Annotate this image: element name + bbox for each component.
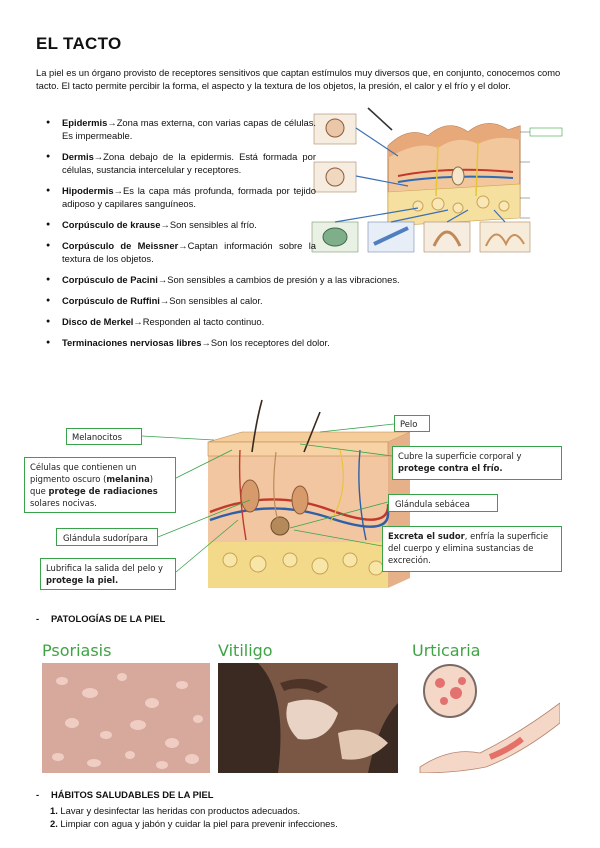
urticaria-photo bbox=[410, 663, 560, 773]
label-glandula-sebacea: Glándula sebácea bbox=[388, 494, 498, 512]
list-item: ● Terminaciones nerviosas libres→Son los receptores del dolor. bbox=[40, 336, 400, 349]
list-item: ● Corpúsculo de Ruffini→Son sensibles al calor. bbox=[40, 294, 400, 307]
list-item: ● Corpúsculo de Pacini→Son sensibles a cambios de presión y a las vibraciones. bbox=[40, 273, 400, 286]
label-glandula-sudoripara: Glándula sudorípara bbox=[56, 528, 158, 546]
label-pelo: Pelo bbox=[394, 415, 430, 432]
list-item: ● Epidermis→Zona mas externa, con varias capas de células. Es impermeable. bbox=[40, 116, 316, 142]
habits-heading: - HÁBITOS SALUDABLES DE LA PIEL bbox=[36, 789, 214, 800]
list-item: ● Corpúsculo de krause→Son sensibles al frío. bbox=[40, 218, 316, 231]
page-title: EL TACTO bbox=[36, 34, 122, 53]
vitiligo-title: Vitiligo bbox=[218, 641, 273, 660]
list-item: ● Dermis→Zona debajo de la epidermis. Está formada por células, sustancia intercelular y receptores. bbox=[40, 150, 316, 176]
list-item: 2. Limpiar con agua y jabón y cuidar la piel para prevenir infecciones. bbox=[50, 818, 338, 829]
list-item: ● Corpúsculo de Meissner→Captan información sobre la textura de los objetos. bbox=[40, 239, 316, 265]
label-melanocitos: Melanocitos bbox=[66, 428, 142, 445]
label-celulas-melanina: Células que contienen un pigmento oscuro (melanina) que protege de radiaciones solares nocivas. bbox=[24, 457, 176, 513]
urticaria-title: Urticaria bbox=[412, 641, 481, 660]
label-sebo-funcion: Lubrifica la salida del pelo y protege la piel. bbox=[40, 558, 176, 590]
psoriasis-photo bbox=[42, 663, 210, 773]
intro-paragraph: La piel es un órgano provisto de receptores sensitivos que captan estímulos muy diversos que, en conjunto, conocemos como tacto. El tacto permite percibir la forma, el aspecto y la textura de los objetos, la presión, el calor y el frío y el dolor. bbox=[36, 67, 561, 92]
pathologies-heading: - PATOLOGÍAS DE LA PIEL bbox=[36, 613, 166, 624]
list-item: ● Disco de Merkel→Responden al tacto continuo. bbox=[40, 315, 400, 328]
vitiligo-photo bbox=[218, 663, 398, 773]
label-pelo-funcion: Cubre la superficie corporal y protege contra el frío. bbox=[392, 446, 562, 480]
psoriasis-title: Psoriasis bbox=[42, 641, 112, 660]
label-sudor-funcion: Excreta el sudor, enfría la superficie del cuerpo y elimina sustancias de excreción. bbox=[382, 526, 562, 572]
list-item: ● Hipodermis→Es la capa más profunda, formada por tejido adiposo y capilares sanguíneos. bbox=[40, 184, 316, 210]
list-item: 1. Lavar y desinfectar las heridas con productos adecuados. bbox=[50, 805, 301, 816]
habits-list bbox=[50, 804, 338, 830]
